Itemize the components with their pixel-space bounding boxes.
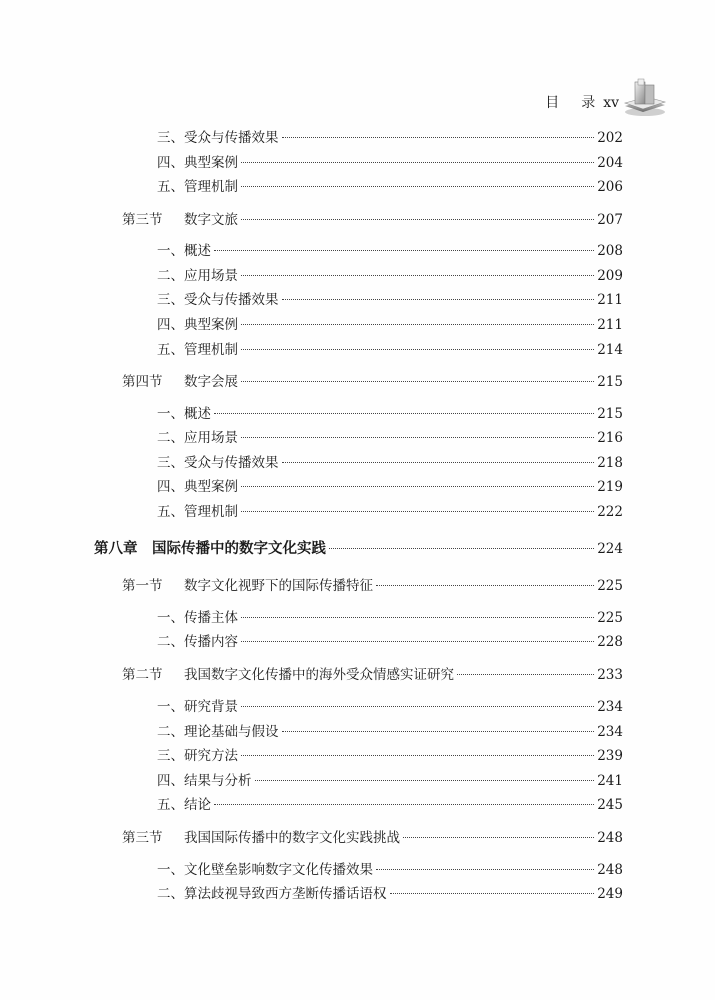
dot-leader (282, 462, 595, 463)
toc-label: 三、受众与传播效果 (157, 455, 279, 471)
toc-entry[interactable] (157, 795, 623, 815)
section-number: 第二节 (122, 667, 163, 683)
toc-label: 三、受众与传播效果 (157, 130, 279, 146)
dot-leader (376, 585, 594, 586)
dot-leader (241, 324, 594, 325)
toc-entry[interactable] (157, 746, 623, 766)
toc-entry[interactable] (157, 502, 623, 522)
dot-leader (255, 780, 595, 781)
toc-label: 五、管理机制 (157, 179, 238, 195)
toc-entry[interactable] (157, 608, 623, 628)
toc-page-number: 209 (597, 268, 623, 284)
dot-leader (282, 299, 595, 300)
toc-label: 二、应用场景 (157, 430, 238, 446)
chapter-title: 国际传播中的数字文化实践 (152, 540, 326, 557)
toc-page-number: 225 (597, 610, 623, 626)
toc-label: 一、概述 (157, 406, 211, 422)
toc-page-number: 214 (597, 342, 623, 358)
toc-section-entry[interactable] (122, 828, 623, 848)
toc-label: 二、应用场景 (157, 268, 238, 284)
dot-leader (214, 413, 594, 414)
toc-page-number: 234 (597, 699, 623, 715)
toc-page-number: 211 (597, 317, 623, 333)
dot-leader (214, 250, 594, 251)
toc-label: 一、传播主体 (157, 610, 238, 626)
toc-entry[interactable] (157, 177, 623, 197)
toc-page-number: 206 (597, 179, 623, 195)
toc-chapter-entry[interactable] (94, 539, 623, 559)
toc-entry[interactable] (157, 771, 623, 791)
toc-label: 四、典型案例 (157, 155, 238, 171)
running-head-char-1: 目 (545, 95, 560, 111)
toc-page-number: 218 (597, 455, 623, 471)
toc-page-number: 216 (597, 430, 623, 446)
dot-leader (329, 548, 594, 549)
toc-label: 二、理论基础与假设 (157, 724, 279, 740)
dot-leader (241, 511, 594, 512)
toc-label: 二、传播内容 (157, 634, 238, 650)
toc-label: 五、结论 (157, 797, 211, 813)
toc-page-number: 241 (597, 773, 623, 789)
section-number: 第四节 (122, 374, 163, 390)
toc-label: 三、受众与传播效果 (157, 292, 279, 308)
dot-leader (241, 486, 594, 487)
dot-leader (282, 137, 595, 138)
toc-page-number: 224 (597, 541, 623, 557)
toc-page-number: 202 (597, 130, 623, 146)
section-title: 我国国际传播中的数字文化实践挑战 (184, 830, 400, 846)
running-head-char-2: 录 (581, 95, 596, 111)
toc-page-number: 239 (597, 748, 623, 764)
toc-page-number: 211 (597, 292, 623, 308)
toc-section-entry[interactable] (122, 372, 623, 392)
section-title: 数字文化视野下的国际传播特征 (184, 578, 373, 594)
dot-leader (457, 674, 594, 675)
toc-section-entry[interactable] (122, 576, 623, 596)
dot-leader (241, 162, 594, 163)
dot-leader (390, 893, 595, 894)
dot-leader (214, 804, 594, 805)
toc-entry[interactable] (157, 722, 623, 742)
dot-leader (241, 219, 594, 220)
dot-leader (241, 641, 594, 642)
toc-label: 四、结果与分析 (157, 773, 252, 789)
toc-label: 一、研究背景 (157, 699, 238, 715)
toc-entry[interactable] (157, 428, 623, 448)
dot-leader (241, 275, 594, 276)
dot-leader (241, 755, 594, 756)
toc-page-number: 248 (597, 830, 623, 846)
toc-page-number: 219 (597, 479, 623, 495)
toc-label: 三、研究方法 (157, 748, 238, 764)
dot-leader (241, 617, 594, 618)
toc-label: 一、文化壁垒影响数字文化传播效果 (157, 862, 373, 878)
section-title: 数字文旅 (184, 212, 238, 228)
toc-page-number: 225 (597, 578, 623, 594)
toc-entry[interactable] (157, 315, 623, 335)
toc-page-number: 208 (597, 243, 623, 259)
toc-page-number: 228 (597, 634, 623, 650)
section-title: 数字会展 (184, 374, 238, 390)
toc-entry[interactable] (157, 860, 623, 880)
toc-entry[interactable] (157, 884, 623, 904)
page-number-roman: xv (603, 95, 619, 111)
toc-page-number: 233 (597, 667, 623, 683)
toc-entry[interactable] (157, 241, 623, 261)
section-number: 第一节 (122, 578, 163, 594)
toc-entry[interactable] (157, 453, 623, 473)
dot-leader (241, 706, 594, 707)
toc-page-number: 245 (597, 797, 623, 813)
toc-page-number: 207 (597, 212, 623, 228)
dot-leader (376, 869, 594, 870)
toc-page-number: 215 (597, 406, 623, 422)
toc-entry[interactable] (157, 697, 623, 717)
toc-page-number: 234 (597, 724, 623, 740)
toc-entry[interactable] (157, 153, 623, 173)
dot-leader (282, 731, 595, 732)
dot-leader (403, 837, 594, 838)
toc-entry[interactable] (157, 477, 623, 497)
toc-entry[interactable] (157, 290, 623, 310)
toc-page-number: 204 (597, 155, 623, 171)
toc-section-entry[interactable] (122, 665, 623, 685)
dot-leader (241, 381, 594, 382)
section-number: 第三节 (122, 212, 163, 228)
toc-entry[interactable] (157, 266, 623, 286)
toc-entry[interactable] (157, 128, 623, 148)
chapter-number: 第八章 (94, 540, 138, 557)
toc-label: 五、管理机制 (157, 342, 238, 358)
toc-page-number: 249 (597, 886, 623, 902)
toc-label: 四、典型案例 (157, 317, 238, 333)
toc-label: 五、管理机制 (157, 504, 238, 520)
toc-entry[interactable] (157, 632, 623, 652)
toc-entry[interactable] (157, 340, 623, 360)
dot-leader (241, 349, 594, 350)
toc-label: 二、算法歧视导致西方垄断传播话语权 (157, 886, 387, 902)
dot-leader (241, 186, 594, 187)
toc-section-entry[interactable] (122, 210, 623, 230)
toc-label: 一、概述 (157, 243, 211, 259)
dot-leader (241, 437, 594, 438)
toc-page-number: 222 (597, 504, 623, 520)
toc-entry[interactable] (157, 404, 623, 424)
section-number: 第三节 (122, 830, 163, 846)
section-title: 我国数字文化传播中的海外受众情感实证研究 (184, 667, 454, 683)
toc-page-number: 248 (597, 862, 623, 878)
toc-label: 四、典型案例 (157, 479, 238, 495)
toc-page-number: 215 (597, 374, 623, 390)
